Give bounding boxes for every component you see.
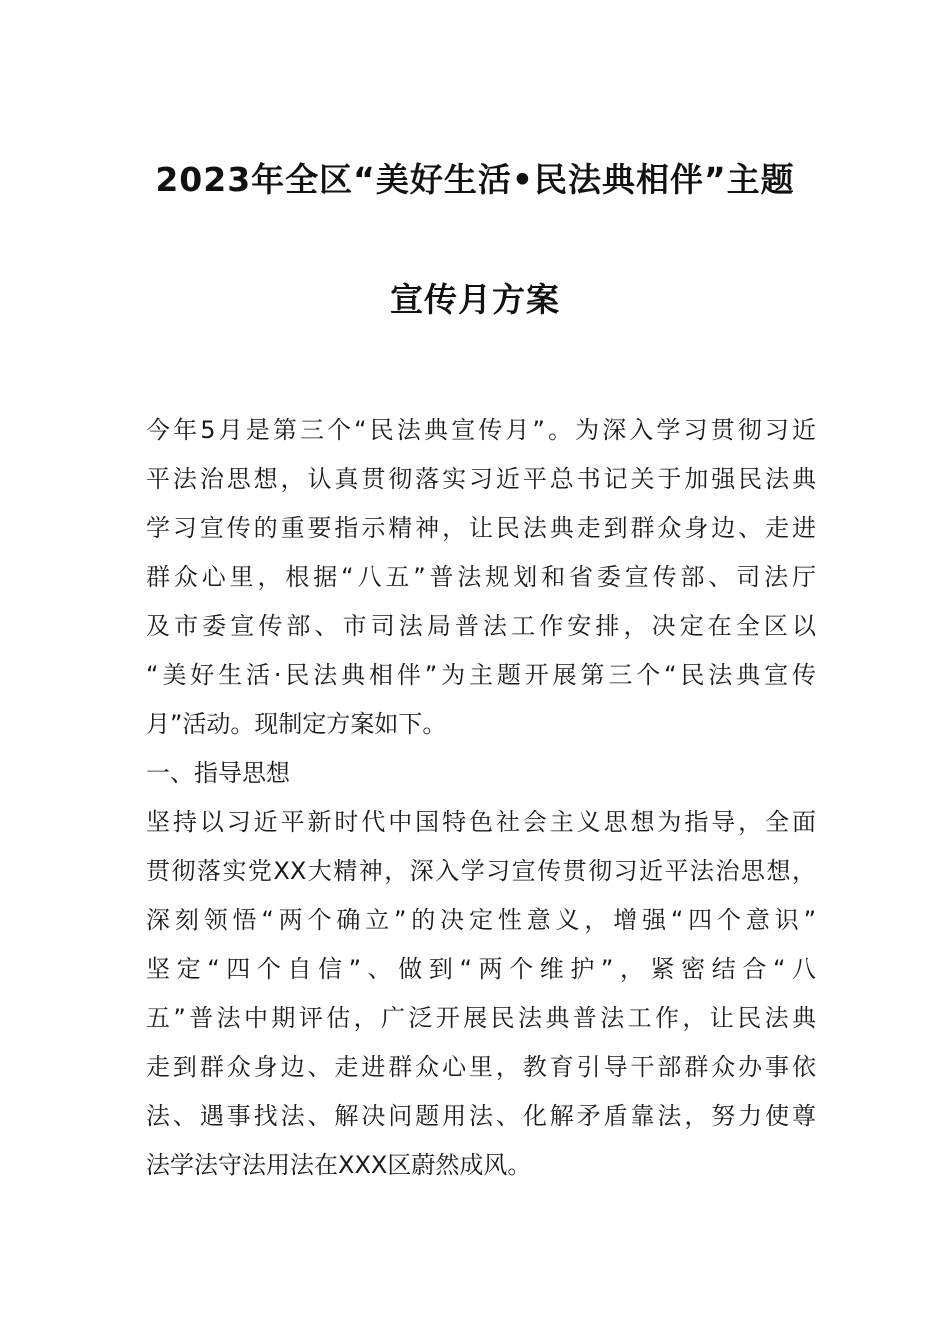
paragraph-line: 平法治思想，认真贯彻落实习近平总书记关于加强民法典	[146, 465, 816, 493]
paragraph-line: 今年5月是第三个“民法典宣传月”。为深入学习贯彻习近	[146, 416, 816, 444]
paragraph-line: “美好生活·民法典相伴”为主题开展第三个“民法典宣传	[146, 661, 816, 689]
paragraph-line: 五”普法中期评估，广泛开展民法典普法工作，让民法典	[146, 1004, 816, 1032]
paragraph-line: 月”活动。现制定方案如下。	[146, 710, 447, 738]
paragraph-line: 走到群众身边、走进群众心里，教育引导干部群众办事依	[146, 1053, 816, 1081]
paragraph-line: 坚定“四个自信”、做到“两个维护”，紧密结合“八	[146, 955, 816, 983]
section-heading: 一、指导思想	[146, 759, 290, 787]
paragraph-line: 贯彻落实党XX大精神，深入学习宣传贯彻习近平法治思想，	[146, 857, 816, 885]
paragraph-line: 法学法守法用法在XXX区蔚然成风。	[146, 1151, 532, 1179]
paragraph-line: 及市委宣传部、市司法局普法工作安排，决定在全区以	[146, 612, 816, 640]
paragraph-line: 学习宣传的重要指示精神，让民法典走到群众身边、走进	[146, 514, 816, 542]
document-title-line-2: 宣传月方案	[390, 280, 560, 319]
document-body	[146, 410, 816, 1194]
document-title-line-1: 2023年全区“美好生活•民法典相伴”主题	[155, 160, 795, 199]
paragraph-line: 深刻领悟“两个确立”的决定性意义，增强“四个意识”	[146, 906, 816, 934]
paragraph-line: 群众心里，根据“八五”普法规划和省委宣传部、司法厅	[146, 563, 816, 591]
paragraph-line: 法、遇事找法、解决问题用法、化解矛盾靠法，努力使尊	[146, 1102, 816, 1130]
paragraph-line: 坚持以习近平新时代中国特色社会主义思想为指导，全面	[146, 808, 816, 836]
